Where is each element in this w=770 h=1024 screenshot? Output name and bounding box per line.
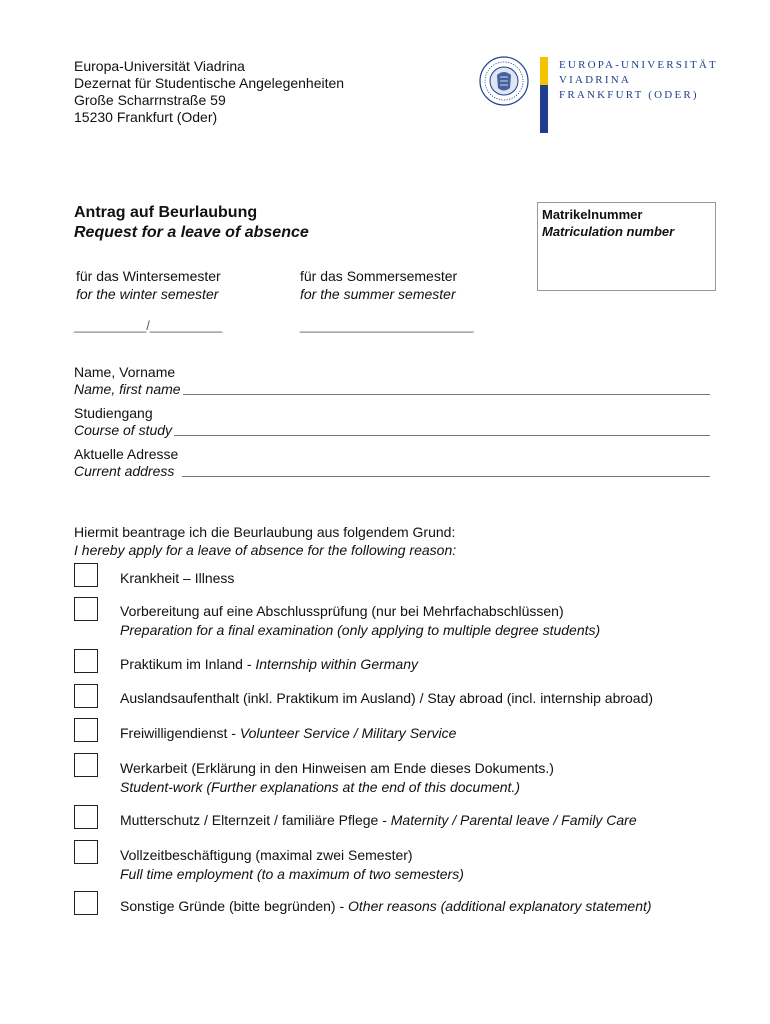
matriculation-label-de: Matrikelnummer: [542, 207, 643, 222]
logo-line: FRANKFURT (ODER): [559, 89, 699, 101]
address-line: 15230 Frankfurt (Oder): [74, 109, 218, 125]
reason-checkbox-exam[interactable]: [74, 597, 98, 621]
reason-label-illness: [120, 569, 234, 588]
logo-line: VIADRINA: [559, 74, 631, 86]
university-logo-text: [559, 58, 718, 103]
reason-label-student-work: [120, 759, 554, 797]
reason-label-abroad: [120, 689, 653, 708]
reason-text: Mutterschutz / Elternzeit / familiäre Pflege -: [120, 812, 391, 828]
reason-label-maternity: [120, 811, 637, 830]
summer-semester-label: [300, 267, 457, 303]
reason-intro: [74, 523, 456, 559]
address-label-en: Current address: [74, 463, 175, 479]
reason-checkbox-internship[interactable]: [74, 649, 98, 673]
reason-label-exam: [120, 602, 600, 640]
reason-label-other: [120, 897, 652, 916]
summer-semester-de: für das Sommersemester: [300, 268, 458, 284]
reason-intro-en: I hereby apply for a leave of absence for the following reason:: [74, 542, 457, 558]
reason-text: Auslandsaufenthalt (inkl. Praktikum im Ausland) / Stay abroad (incl. internship abroad): [120, 690, 654, 706]
winter-semester-label: [76, 267, 221, 303]
reason-text: Krankheit – Illness: [120, 570, 235, 586]
reason-text-en: Full time employment (to a maximum of two semesters): [120, 866, 464, 882]
name-field[interactable]: [74, 364, 710, 398]
summer-semester-en: for the summer semester: [300, 286, 456, 302]
reason-text: Werkarbeit (Erklärung in den Hinweisen am Ende dieses Dokuments.): [120, 760, 554, 776]
address-line: Dezernat für Studentische Angelegenheiten: [74, 75, 345, 91]
address-block: [74, 58, 344, 126]
reason-text-en: Preparation for a final examination (only applying to multiple degree students): [120, 622, 601, 638]
winter-semester-field[interactable]: __________/__________: [74, 318, 223, 333]
reason-text: Freiwilligendienst -: [120, 725, 240, 741]
reason-label-internship: [120, 655, 418, 674]
logo-line: EUROPA-UNIVERSITÄT: [559, 59, 718, 71]
reason-text-en: Volunteer Service / Military Service: [239, 725, 457, 741]
course-field[interactable]: [74, 405, 710, 439]
address-line: Europa-Universität Viadrina: [74, 58, 245, 74]
course-label-en: Course of study: [74, 422, 173, 438]
course-label-de: Studiengang: [74, 405, 153, 421]
address-field[interactable]: [74, 446, 710, 480]
address-line: Große Scharrnstraße 59: [74, 92, 226, 108]
address-label-de: Aktuelle Adresse: [74, 446, 179, 462]
form-title-de: Antrag auf Beurlaubung: [74, 204, 258, 221]
university-seal-icon: [478, 55, 530, 107]
course-input-line[interactable]: [174, 435, 710, 436]
reason-checkbox-student-work[interactable]: [74, 753, 98, 777]
reason-label-volunteer: [120, 724, 456, 743]
reason-checkbox-other[interactable]: [74, 891, 98, 915]
reason-text: Sonstige Gründe (bitte begründen) -: [120, 898, 349, 914]
reason-text: Vorbereitung auf eine Abschlussprüfung (nur bei Mehrfachabschlüssen): [120, 603, 564, 619]
name-label-de: Name, Vorname: [74, 364, 176, 380]
matriculation-number-field[interactable]: [537, 202, 716, 291]
name-input-line[interactable]: [183, 394, 710, 395]
matriculation-label-en: Matriculation number: [542, 224, 675, 239]
reason-checkbox-employment[interactable]: [74, 840, 98, 864]
reason-label-employment: [120, 846, 464, 884]
reason-text: Vollzeitbeschäftigung (maximal zwei Semester): [120, 847, 413, 863]
address-input-line[interactable]: [182, 476, 710, 477]
reason-intro-de: Hiermit beantrage ich die Beurlaubung aus folgendem Grund:: [74, 524, 456, 540]
reason-text-en: Internship within Germany: [255, 656, 419, 672]
reason-text-en: Maternity / Parental leave / Family Care: [390, 812, 637, 828]
reason-text-en: Other reasons (additional explanatory statement): [348, 898, 652, 914]
reason-checkbox-maternity[interactable]: [74, 805, 98, 829]
logo-bar-yellow: [540, 57, 548, 85]
reason-text-en: Student-work (Further explanations at the end of this document.): [120, 779, 520, 795]
reason-checkbox-illness[interactable]: [74, 563, 98, 587]
summer-semester-field[interactable]: ________________________: [300, 318, 474, 333]
reason-text: Praktikum im Inland -: [120, 656, 256, 672]
winter-semester-en: for the winter semester: [76, 286, 219, 302]
form-title-en: Request for a leave of absence: [74, 224, 309, 241]
reason-checkbox-volunteer[interactable]: [74, 718, 98, 742]
name-label-en: Name, first name: [74, 381, 181, 397]
form-title: [74, 203, 309, 243]
winter-semester-de: für das Wintersemester: [76, 268, 221, 284]
logo-bar-blue: [540, 85, 548, 133]
reason-checkbox-abroad[interactable]: [74, 684, 98, 708]
